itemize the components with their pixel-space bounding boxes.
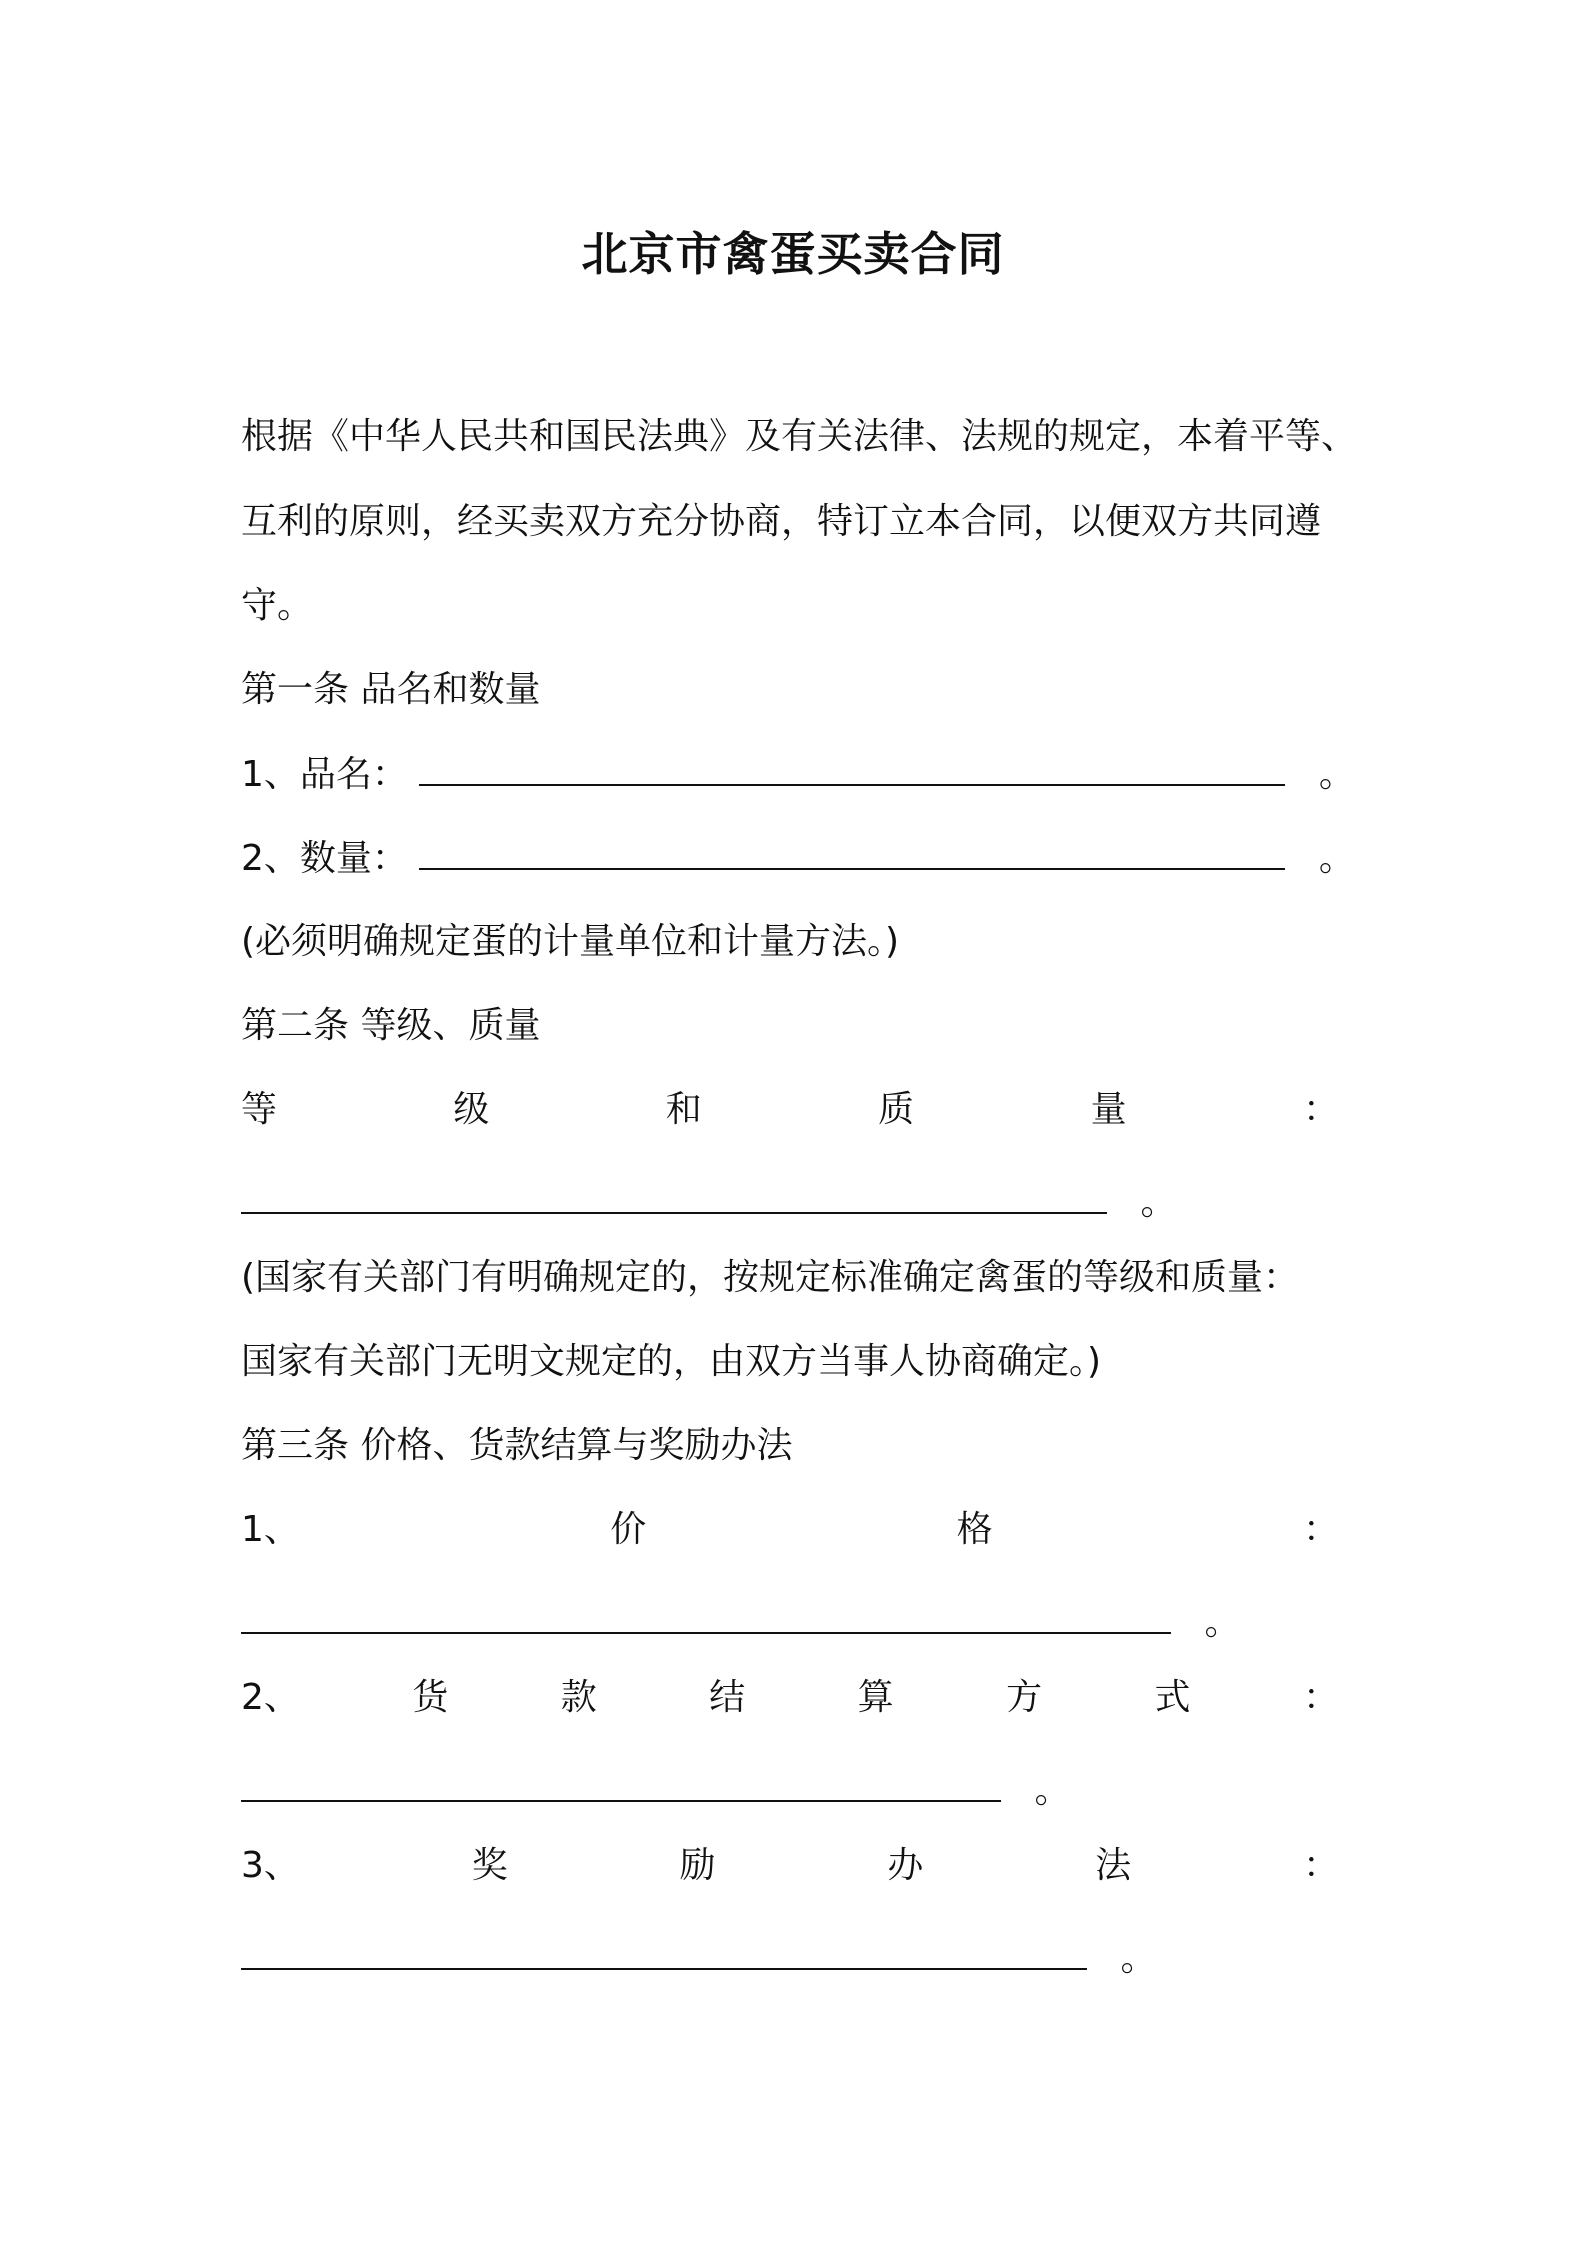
- end-mark: 。: [1120, 1938, 1157, 1979]
- fill-in-blank: [419, 834, 1285, 870]
- spread-char: 款: [560, 1677, 597, 1718]
- end-mark: 。: [1204, 1602, 1241, 1643]
- page-title: 北京市禽蛋买卖合同: [581, 227, 1005, 281]
- preamble-line-2: 互利的原则，经买卖双方充分协商，特订立本合同，以便双方共同遵: [241, 501, 1322, 542]
- item-label: 1、品名：: [241, 754, 408, 795]
- spread-char: 量: [1090, 1089, 1127, 1130]
- fill-in-blank: [241, 1178, 1107, 1214]
- fill-in-blank: [241, 1598, 1171, 1634]
- spread-char: 算: [857, 1677, 894, 1718]
- article2-note-line-1: (国家有关部门有明确规定的，按规定标准确定禽蛋的等级和质量：: [241, 1257, 1300, 1298]
- fill-in-blank: [419, 750, 1285, 786]
- article3-item2-spread-line: [241, 1674, 1339, 1722]
- spread-char: 结: [709, 1677, 746, 1718]
- spread-char: 方: [1006, 1677, 1043, 1718]
- spread-char: 式: [1154, 1677, 1191, 1718]
- article2-heading: 第二条 等级、质量: [241, 1005, 541, 1046]
- spread-char: 货: [412, 1677, 449, 1718]
- spread-char: 2、: [241, 1677, 300, 1718]
- article1-item-quantity: [241, 834, 1355, 883]
- spread-char: 法: [1095, 1845, 1132, 1886]
- fill-in-blank: [241, 1766, 1001, 1802]
- preamble-line-3: 守。: [241, 585, 314, 626]
- spread-char: 办: [887, 1845, 924, 1886]
- spread-char: ：: [1302, 1509, 1339, 1550]
- spread-char: ：: [1302, 1845, 1339, 1886]
- end-mark: 。: [1318, 838, 1355, 879]
- article1-heading: 第一条 品名和数量: [241, 669, 541, 710]
- spread-char: 级: [453, 1089, 490, 1130]
- spread-char: 质: [878, 1089, 915, 1130]
- spread-char: 励: [679, 1845, 716, 1886]
- article3-item3-spread-line: [241, 1842, 1339, 1890]
- spread-char: 价: [610, 1509, 647, 1550]
- article3-item1-spread-line: [241, 1506, 1339, 1554]
- end-mark: 。: [1318, 754, 1355, 795]
- spread-char: 格: [956, 1509, 993, 1550]
- article2-blank-line: [241, 1178, 1176, 1227]
- article3-item1-blank-line: [241, 1598, 1240, 1647]
- article2-spread-line: [241, 1086, 1339, 1134]
- article2-note-line-2: 国家有关部门无明文规定的，由双方当事人协商确定。): [241, 1341, 1102, 1382]
- spread-char: ：: [1302, 1089, 1339, 1130]
- item-label: 2、数量：: [241, 838, 408, 879]
- spread-char: 奖: [471, 1845, 508, 1886]
- end-mark: 。: [1034, 1770, 1071, 1811]
- fill-in-blank: [241, 1934, 1087, 1970]
- article1-item-name: [241, 750, 1355, 799]
- spread-char: 3、: [241, 1845, 300, 1886]
- article3-heading: 第三条 价格、货款结算与奖励办法: [241, 1425, 793, 1466]
- article3-item3-blank-line: [241, 1934, 1156, 1983]
- article1-note: (必须明确规定蛋的计量单位和计量方法。): [241, 921, 900, 962]
- spread-char: 等: [241, 1089, 278, 1130]
- spread-char: 和: [665, 1089, 702, 1130]
- preamble-line-1: 根据《中华人民共和国民法典》及有关法律、法规的规定，本着平等、: [241, 416, 1358, 457]
- spread-char: ：: [1302, 1677, 1339, 1718]
- spread-char: 1、: [241, 1509, 300, 1550]
- article3-item2-blank-line: [241, 1766, 1070, 1815]
- end-mark: 。: [1140, 1182, 1177, 1223]
